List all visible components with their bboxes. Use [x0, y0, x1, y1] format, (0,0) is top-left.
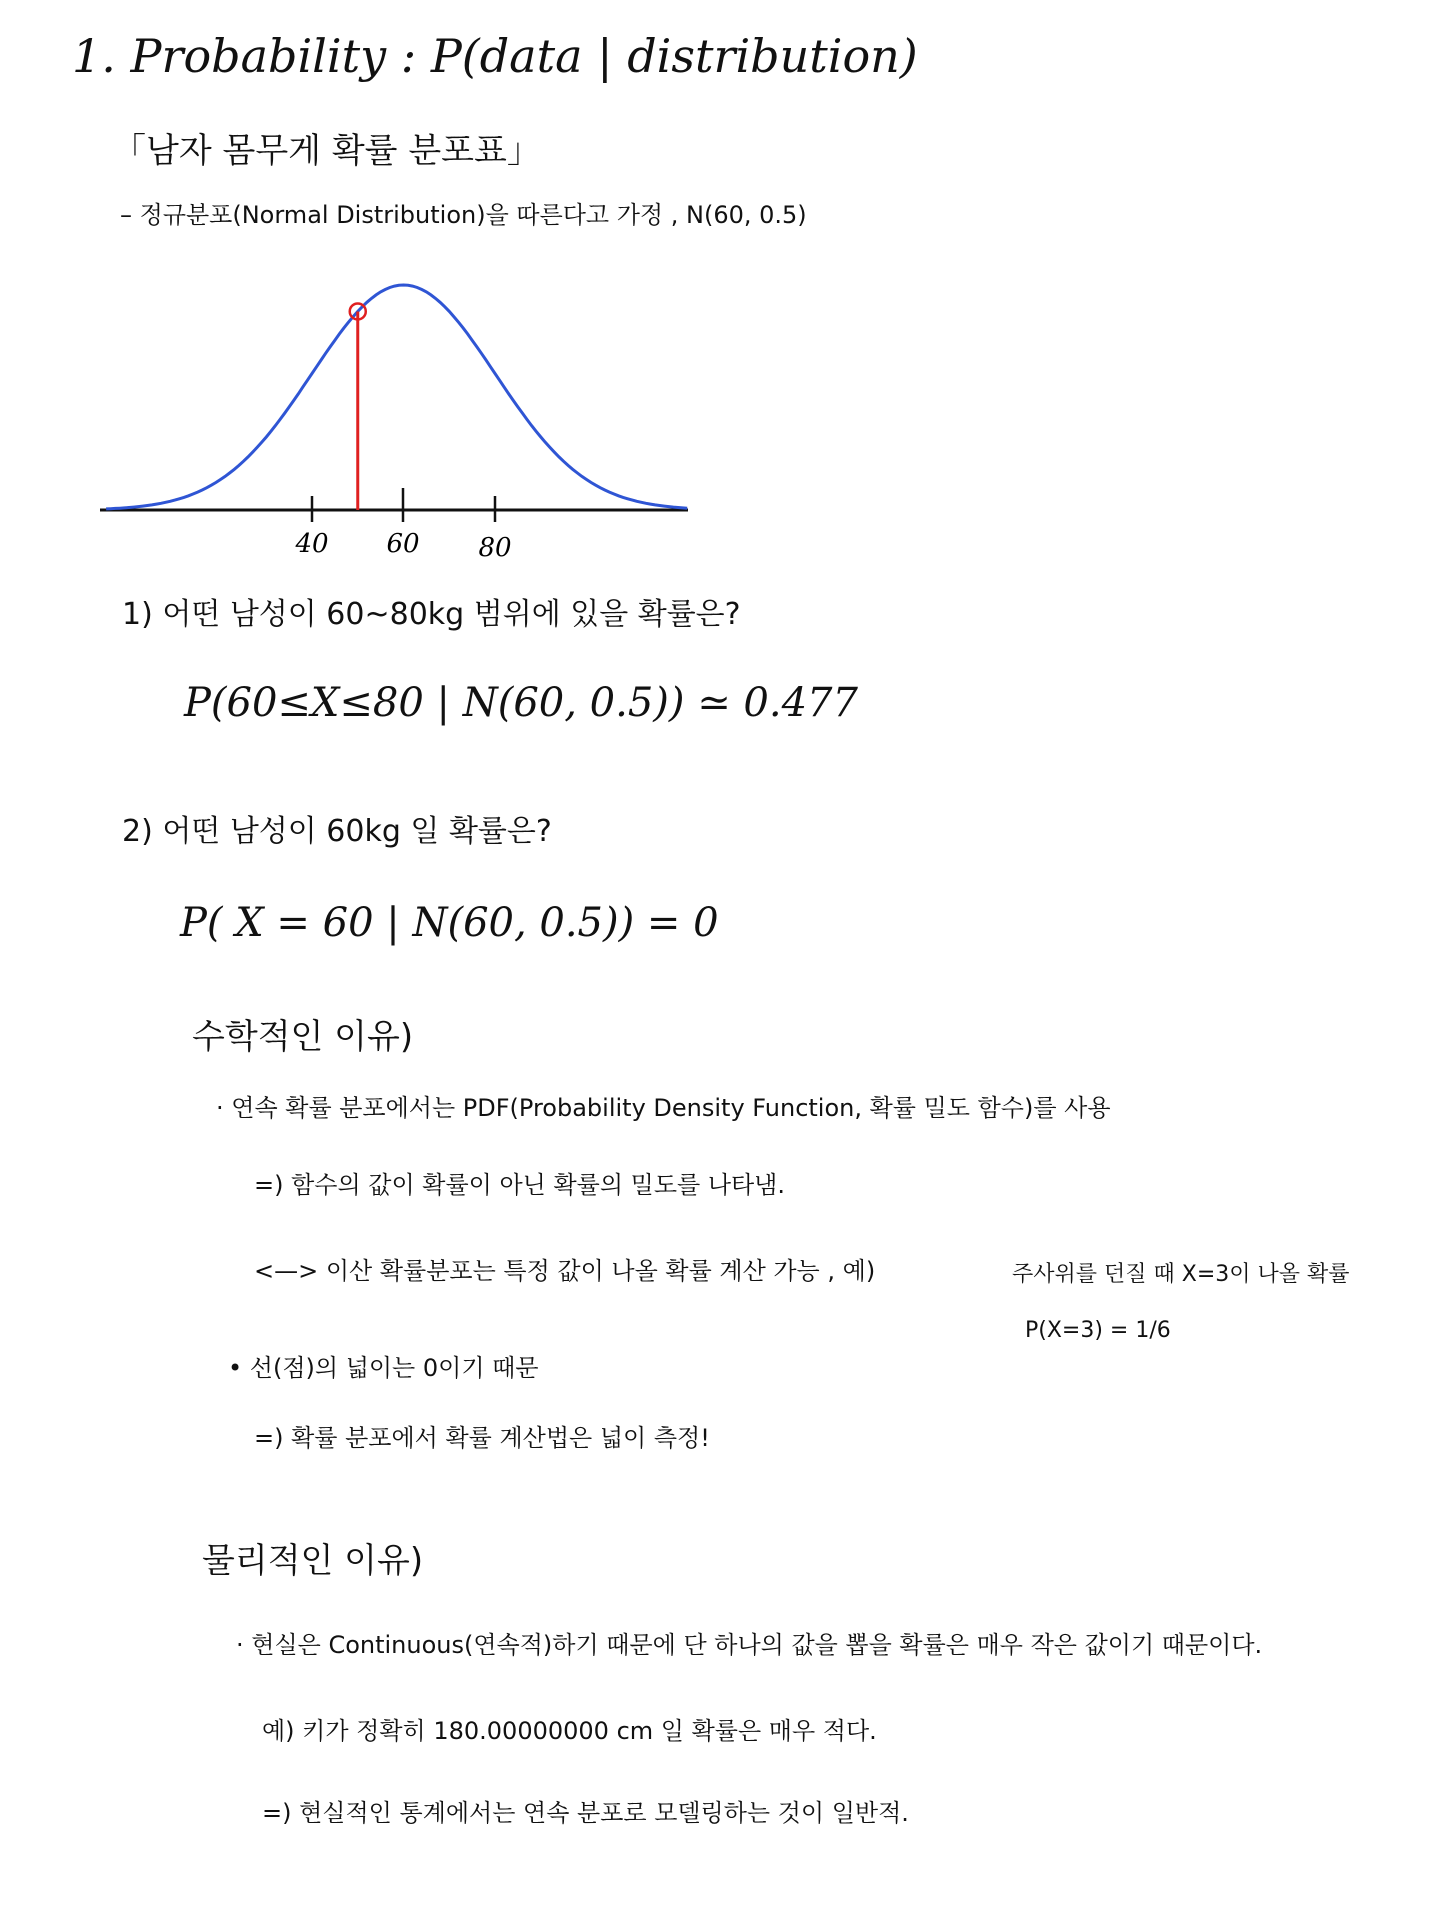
q2-equation: P( X = 60 | N(60, 0.5)) = 0	[180, 900, 719, 946]
math-bullet-2: • 선(점)의 넓이는 0이기 때문	[228, 1354, 539, 1382]
math-contrast: <—> 이산 확률분포는 특정 값이 나올 확률 계산 가능 , 예)	[254, 1257, 876, 1285]
math-bullet-2-sub: =) 확률 분포에서 확률 계산법은 넓이 측정!	[254, 1424, 710, 1452]
math-bullet-1: · 연속 확률 분포에서는 PDF(Probability Density Function, 확률 밀도 함수)를 사용	[216, 1094, 1111, 1122]
physical-bullet-1: · 현실은 Continuous(연속적)하기 때문에 단 하나의 값을 뽑을 확률은 매우 작은 값이기 때문이다.	[236, 1631, 1263, 1659]
math-reason-heading: 수학적인 이유)	[192, 1017, 414, 1057]
assumption-line: – 정규분포(Normal Distribution)을 따른다고 가정 , N(60, 0.5)	[120, 201, 807, 229]
x-tick-label-60: 60	[386, 529, 420, 559]
page-title: 1. Probability : P(data | distribution)	[72, 29, 918, 83]
q2-question: 2) 어떤 남성이 60kg 일 확률은?	[122, 814, 552, 849]
physical-conclusion: =) 현실적인 통계에서는 연속 분포로 모델링하는 것이 일반적.	[262, 1799, 909, 1827]
q1-question: 1) 어떤 남성이 60~80kg 범위에 있을 확률은?	[122, 597, 741, 632]
bell-curve	[106, 285, 687, 509]
section-heading: 「남자 몸무게 확률 분포표」	[112, 131, 541, 171]
dice-example-equation: P(X=3) = 1/6	[1025, 1318, 1171, 1343]
physical-example: 예) 키가 정확히 180.00000000 cm 일 확률은 매우 적다.	[262, 1717, 877, 1745]
dice-example: 주사위를 던질 때 X=3이 나올 확률	[1012, 1262, 1350, 1287]
physical-reason-heading: 물리적인 이유)	[202, 1541, 424, 1581]
normal-distribution-chart	[80, 250, 720, 570]
x-tick-label-40: 40	[295, 529, 329, 559]
q1-equation: P(60≤X≤80 | N(60, 0.5)) ≃ 0.477	[184, 680, 858, 726]
math-bullet-1-sub: =) 함수의 값이 확률이 아닌 확률의 밀도를 나타냄.	[254, 1171, 785, 1199]
x-tick-label-80: 80	[478, 533, 512, 563]
